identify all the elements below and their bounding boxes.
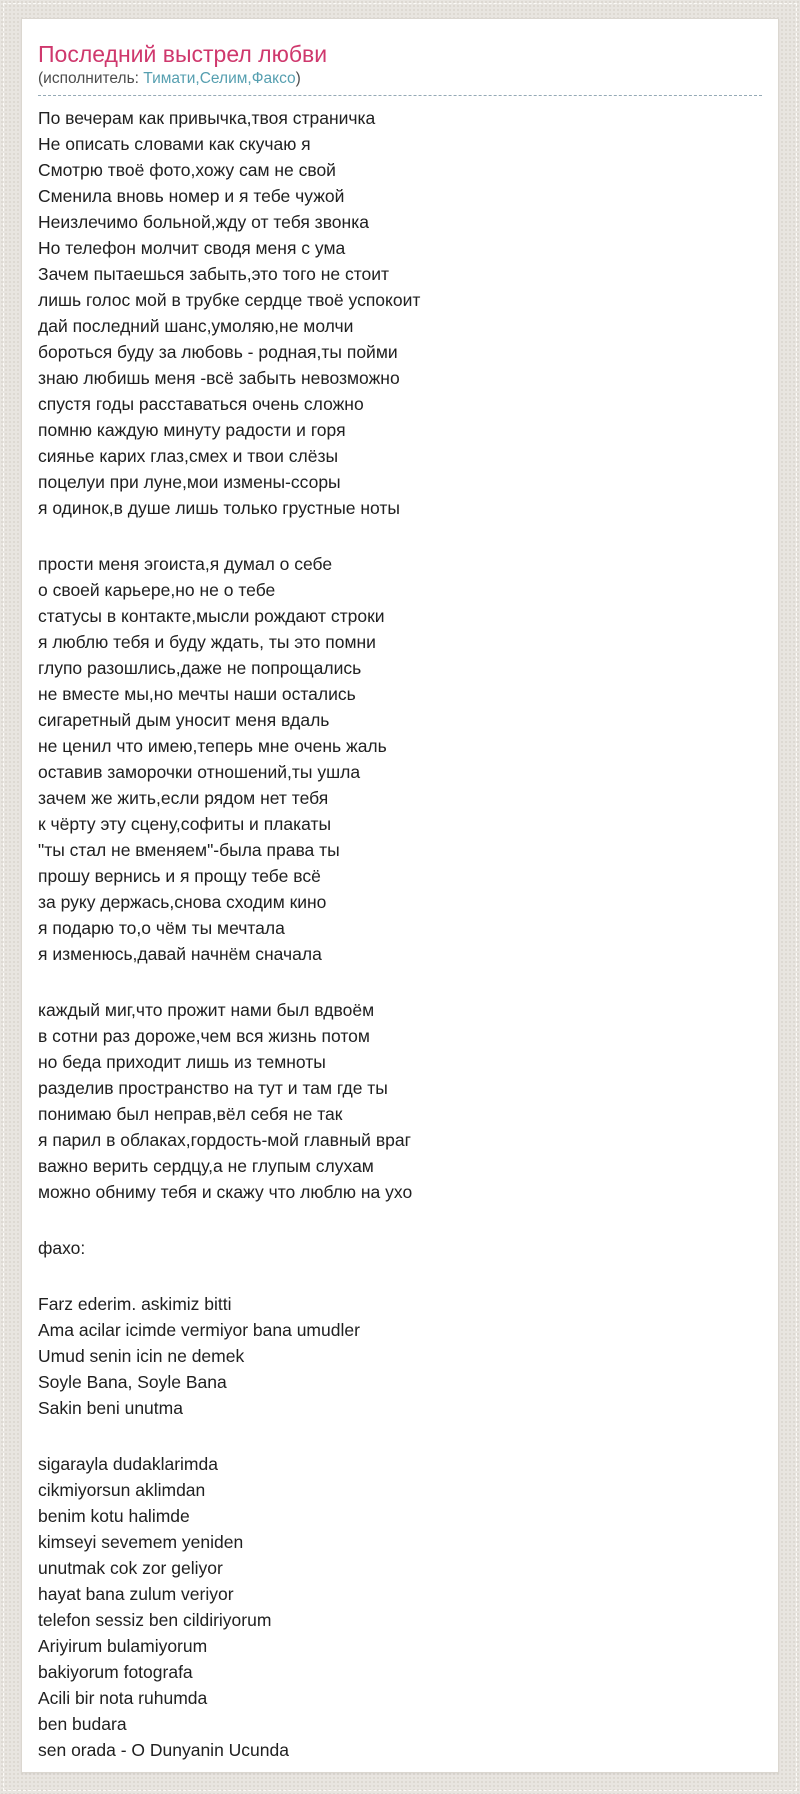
artist-link-1[interactable]: Тимати: [143, 70, 196, 87]
lyrics-line: помню каждую минуту радости и горя: [38, 420, 346, 440]
lyrics-line: Soyle Bana, Soyle Bana: [38, 1372, 227, 1392]
lyrics-line: каждый миг,что прожит нами был вдвоём: [38, 1000, 375, 1020]
lyrics-line: Ariyirum bulamiyorum: [38, 1636, 208, 1656]
lyrics-line: но беда приходит лишь из темноты: [38, 1052, 326, 1072]
artist-line: [38, 69, 762, 96]
lyrics-line: зачем же жить,если рядом нет тебя: [38, 788, 329, 808]
lyrics-card: [21, 18, 779, 1773]
lyrics-line: Ama acilar icimde vermiyor bana umudler: [38, 1320, 360, 1340]
lyrics-line: я люблю тебя и буду ждать, ты это помни: [38, 632, 376, 652]
lyrics-line: сиянье карих глаз,смех и твои слёзы: [38, 446, 339, 466]
lyrics-line: По вечерам как привычка,твоя страничка: [38, 108, 376, 128]
lyrics-line: сигаретный дым уносит меня вдаль: [38, 710, 330, 730]
song-title: Последний выстрел любви: [38, 41, 328, 67]
lyrics-line: понимаю был неправ,вёл себя не так: [38, 1104, 343, 1124]
lyrics-line: bakiyorum fotografa: [38, 1662, 193, 1682]
lyrics-line: Зачем пытаешься забыть,это того не стоит: [38, 264, 390, 284]
lyrics-line: unutmak cok zor geliyor: [38, 1558, 223, 1578]
lyrics-line: Неизлечимо больной,жду от тебя звонка: [38, 212, 369, 232]
lyrics-line: telefon sessiz ben cildiriyorum: [38, 1610, 272, 1630]
lyrics-line: cikmiyorsun aklimdan: [38, 1480, 206, 1500]
lyrics-line: Но телефон молчит сводя меня с ума: [38, 238, 346, 258]
lyrics-line: спустя годы расставаться очень сложно: [38, 394, 364, 414]
lyrics-line: можно обниму тебя и скажу что люблю на ухо: [38, 1182, 413, 1202]
lyrics-line: не ценил что имею,теперь мне очень жаль: [38, 736, 387, 756]
lyrics-line: прости меня эгоиста,я думал о себе: [38, 554, 333, 574]
artist-link-2[interactable]: Селим: [199, 70, 248, 87]
lyrics-line: глупо разошлись,даже не попрощались: [38, 658, 362, 678]
lyrics-line: бороться буду за любовь - родная,ты пойми: [38, 342, 398, 362]
lyrics-line: оставив заморочки отношений,ты ушла: [38, 762, 361, 782]
artist-separator: ,: [247, 70, 252, 87]
lyrics-line: поцелуи при луне,мои измены-ссоры: [38, 472, 341, 492]
lyrics-stanza: [38, 551, 762, 967]
lyrics-stanza: [38, 1451, 762, 1763]
lyrics-text: [38, 105, 762, 1763]
lyrics-line: я изменюсь,давай начнём сначала: [38, 944, 322, 964]
lyrics-line: к чёрту эту сцену,софиты и плакаты: [38, 814, 332, 834]
lyrics-line: фахо:: [38, 1238, 86, 1258]
lyrics-stanza: [38, 105, 762, 521]
lyrics-line: лишь голос мой в трубке сердце твоё успокоит: [38, 290, 421, 310]
lyrics-line: Сменила вновь номер и я тебе чужой: [38, 186, 345, 206]
artist-separator: ,: [195, 70, 200, 87]
lyrics-line: в сотни раз дороже,чем вся жизнь потом: [38, 1026, 370, 1046]
lyrics-line: hayat bana zulum veriyor: [38, 1584, 234, 1604]
lyrics-line: Umud senin icin ne demek: [38, 1346, 245, 1366]
lyrics-line: benim kotu halimde: [38, 1506, 190, 1526]
lyrics-line: дай последний шанс,умоляю,не молчи: [38, 316, 354, 336]
lyrics-stanza: [38, 1291, 762, 1421]
lyrics-line: Смотрю твоё фото,хожу сам не свой: [38, 160, 336, 180]
lyrics-line: статусы в контакте,мысли рождают строки: [38, 606, 385, 626]
lyrics-line: разделив пространство на тут и там где ты: [38, 1078, 388, 1098]
lyrics-stanza: [38, 997, 762, 1205]
performer-label: (исполнитель:: [38, 70, 139, 87]
lyrics-line: Farz ederim. askimiz bitti: [38, 1294, 232, 1314]
artist-link-3[interactable]: Факсо: [251, 70, 296, 87]
lyrics-line: sigarayla dudaklarimda: [38, 1454, 218, 1474]
lyrics-line: важно верить сердцу,а не глупым слухам: [38, 1156, 374, 1176]
lyrics-line: Не описать словами как скучаю я: [38, 134, 311, 154]
lyrics-line: "ты стал не вменяем"-была права ты: [38, 840, 340, 860]
lyrics-line: я подарю то,о чём ты мечтала: [38, 918, 285, 938]
artist-links: [143, 70, 295, 87]
lyrics-line: ben budara: [38, 1714, 127, 1734]
lyrics-line: не вместе мы,но мечты наши остались: [38, 684, 356, 704]
lyrics-line: знаю любишь меня -всё забыть невозможно: [38, 368, 400, 388]
lyrics-stanza: [38, 1235, 762, 1261]
lyrics-line: о своей карьере,но не о тебе: [38, 580, 276, 600]
lyrics-line: Sakin beni unutma: [38, 1398, 183, 1418]
lyrics-line: прошу вернись и я прощу тебе всё: [38, 866, 321, 886]
lyrics-line: я одинок,в душе лишь только грустные ноты: [38, 498, 400, 518]
lyrics-line: kimseyi sevemem yeniden: [38, 1532, 244, 1552]
lyrics-line: я парил в облаках,гордость-мой главный враг: [38, 1130, 411, 1150]
closing-paren: ): [295, 70, 301, 87]
lyrics-line: Acili bir nota ruhumda: [38, 1688, 208, 1708]
lyrics-line: за руку держась,снова сходим кино: [38, 892, 327, 912]
lyrics-line: sen orada - O Dunyanin Ucunda: [38, 1740, 289, 1760]
